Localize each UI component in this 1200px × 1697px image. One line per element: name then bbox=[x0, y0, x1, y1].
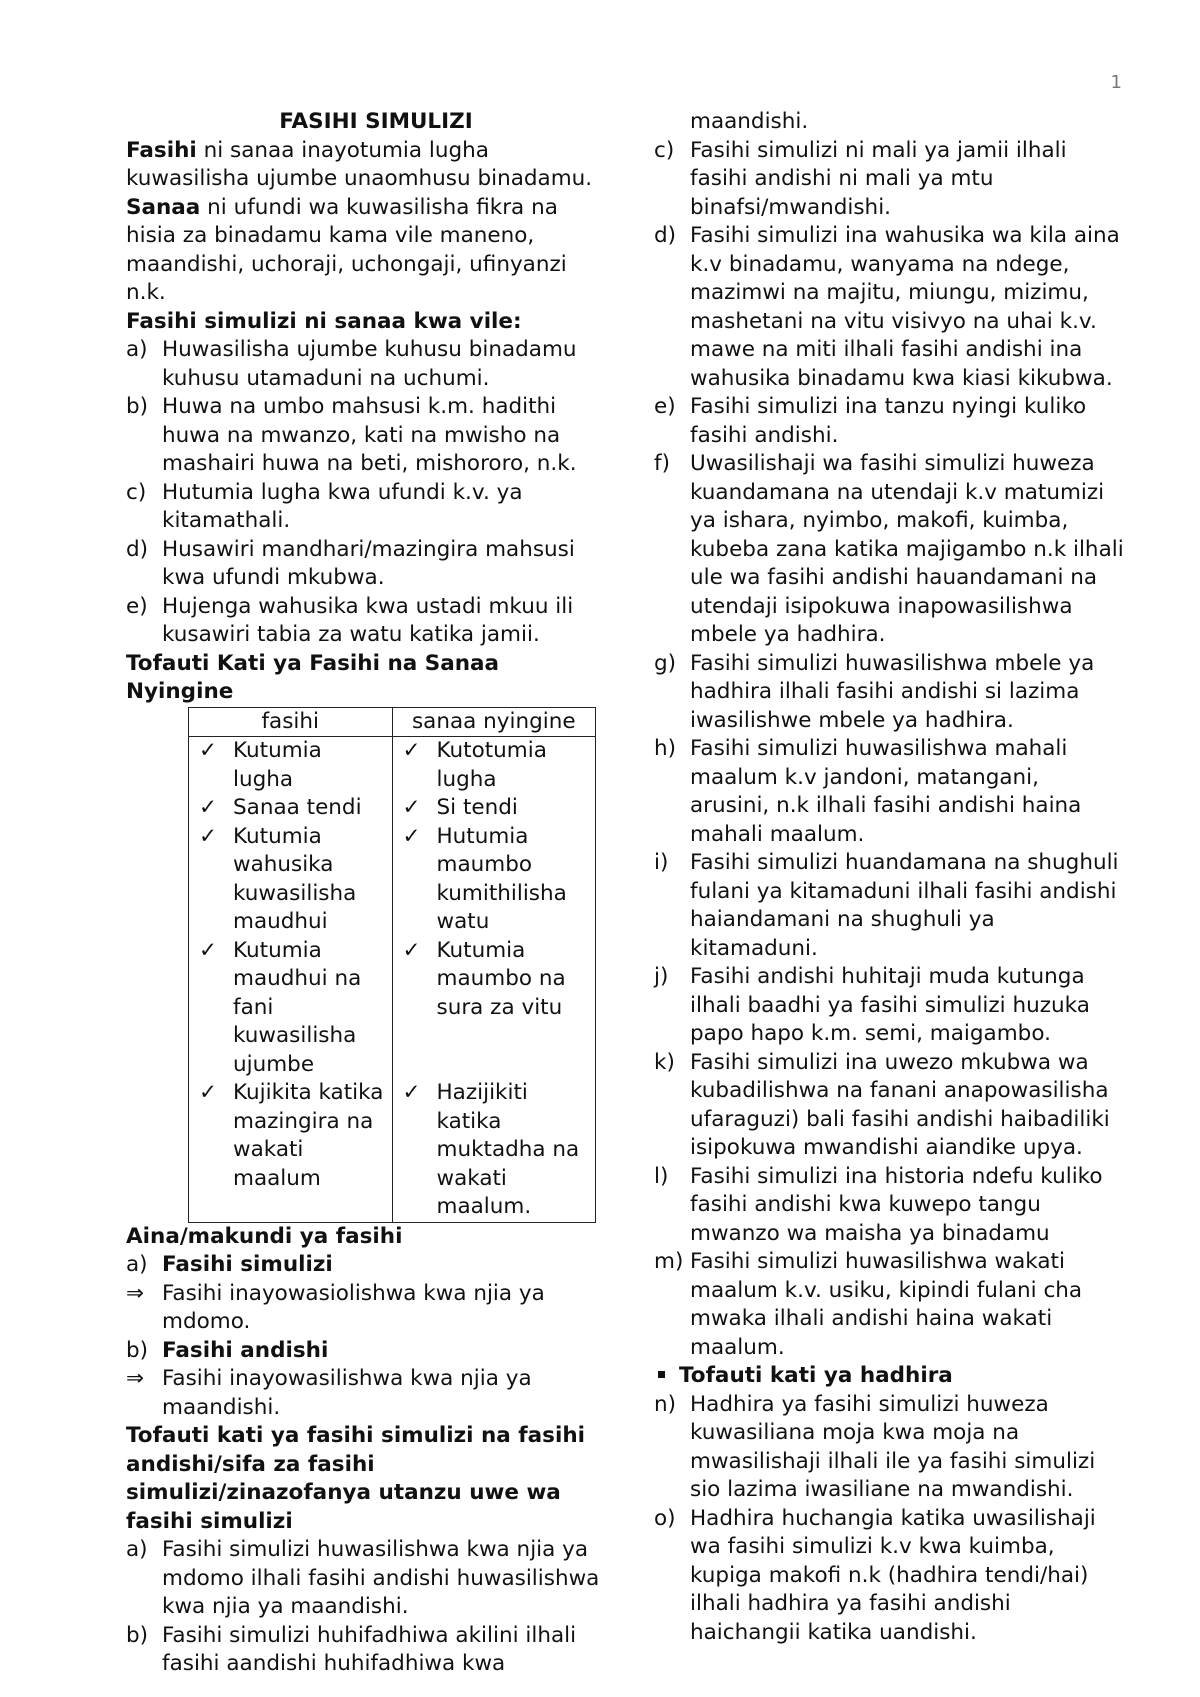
section-heading: Tofauti kati ya fasihi simulizi na fasihi andishi/sifa za fasihi simulizi/zinazofanya utanzu uwe wa fasihi simulizi bbox=[126, 1423, 586, 1534]
square-bullet-icon bbox=[658, 1371, 665, 1378]
list-item bbox=[654, 393, 1124, 450]
list-item bbox=[126, 1536, 606, 1622]
table-cell bbox=[392, 823, 596, 937]
list-marker: j) bbox=[654, 964, 669, 989]
check-icon: ✓ bbox=[402, 795, 421, 820]
list-item-text: Uwasilishaji wa fasihi simulizi huweza kuandamana na utendaji k.v matumizi ya ishara, nyimbo, makofi, kuimba, kubeba zana katika majigambo n.k ilhali ule wa fasihi andishi hauandamani na utendaji isipokuwa inapowasilishwa mbele ya hadhira. bbox=[690, 451, 1124, 647]
list-item bbox=[654, 1163, 1124, 1249]
section-heading: Aina/makundi ya fasihi bbox=[126, 1223, 403, 1249]
list-marker: d) bbox=[126, 536, 149, 562]
list-item bbox=[654, 222, 1124, 393]
check-icon: ✓ bbox=[402, 937, 421, 963]
cell-text: Kutumia maumbo na sura za vitu bbox=[436, 937, 566, 1020]
list-marker: d) bbox=[654, 223, 677, 248]
list-item bbox=[654, 1248, 1124, 1362]
left-column bbox=[126, 108, 606, 1679]
document-title: FASIHI SIMULIZI bbox=[279, 109, 473, 134]
list-item-text: Fasihi simulizi huwasilishwa wakati maalum k.v. usiku, kipindi fulani cha mwaka ilhali andishi haina wakati maalum. bbox=[690, 1249, 1083, 1360]
table-row bbox=[189, 823, 596, 937]
list-item-text: Fasihi simulizi huandamana na shughuli fulani ya kitamaduni ilhali fasihi andishi haiandamani na shughuli ya kitamaduni. bbox=[690, 850, 1119, 961]
list-marker: a) bbox=[126, 1537, 148, 1562]
definition-text: ni ufundi wa kuwasilisha fikra na hisia za binadamu kama vile maneno, maandishi, uchoraji, uchongaji, ufinyanzi n.k. bbox=[126, 194, 567, 305]
list-marker: l) bbox=[654, 1163, 669, 1189]
list-marker: e) bbox=[126, 593, 148, 619]
list-marker: m) bbox=[654, 1249, 684, 1274]
list-item-text: Fasihi inayowasiolishwa kwa njia ya mdomo. bbox=[162, 1280, 545, 1334]
list-item-label: Fasihi andishi bbox=[162, 1337, 329, 1363]
arrow-icon: ⇒ bbox=[126, 1366, 145, 1391]
right-column bbox=[654, 108, 1124, 1647]
check-icon: ✓ bbox=[199, 738, 218, 763]
list-item bbox=[126, 1337, 606, 1366]
section-heading: Tofauti Kati ya Fasihi na Sanaa Nyingine bbox=[126, 650, 500, 704]
list-marker: c) bbox=[126, 479, 147, 505]
list-item-text: Hadhira ya fasihi simulizi huweza kuwasiliana moja kwa moja na mwasilishaji ilhali ile ya fasihi simulizi sio lazima iwasiliane na mwandishi. bbox=[690, 1391, 1096, 1502]
list-item-text: Fasihi simulizi huwasilishwa mahali maalum k.v jandoni, matangani, arusini, n.k ilhali fasihi andishi haina mahali maalum. bbox=[690, 736, 1082, 847]
list-item bbox=[654, 137, 1124, 223]
cell-text: Kutumia maudhui na fani kuwasilisha ujumbe bbox=[233, 937, 362, 1077]
list-item-text: Huwa na umbo mahsusi k.m. hadithi huwa na mwanzo, kati na mwisho na mashairi huwa na beti, mishororo, n.k. bbox=[162, 394, 577, 476]
list-item-text: Hadhira huchangia katika uwasilishaji wa fasihi simulizi k.v kwa kuimba, kupiga makofi n.k (hadhira tendi/hai) ilhali hadhira ya fasihi andishi haichangii katika uandishi. bbox=[690, 1505, 1096, 1645]
list-item-text: Fasihi simulizi ina tanzu nyingi kuliko fasihi andishi. bbox=[690, 394, 1087, 448]
list-marker: a) bbox=[126, 337, 148, 362]
list-item bbox=[126, 336, 606, 393]
page-number: 1 bbox=[1110, 72, 1122, 93]
list-marker: o) bbox=[654, 1505, 676, 1531]
list-marker: h) bbox=[654, 736, 677, 761]
list-item-text: Fasihi andishi huhitaji muda kutunga ilhali baadhi ya fasihi simulizi huzuka papo hapo k.m. semi, maigambo. bbox=[690, 964, 1090, 1046]
table-header: sanaa nyingine bbox=[392, 707, 596, 737]
check-icon: ✓ bbox=[199, 823, 218, 849]
cell-text: Kutotumia lugha bbox=[436, 738, 547, 792]
list-item-text: Fasihi simulizi ni mali ya jamii ilhali fasihi andishi ni mali ya mtu binafsi/mwandishi. bbox=[690, 137, 1067, 220]
list-marker: c) bbox=[654, 137, 675, 163]
section-heading bbox=[654, 1362, 1124, 1391]
list-item bbox=[654, 1049, 1124, 1163]
list-item bbox=[654, 735, 1124, 849]
term-fasihi: Fasihi bbox=[126, 137, 197, 163]
list-item bbox=[654, 963, 1124, 1049]
table-row bbox=[189, 737, 596, 795]
list-item-text: Fasihi simulizi huhifadhiwa akilini ilhali fasihi aandishi huhifadhiwa kwa bbox=[162, 1622, 577, 1676]
list-marker: b) bbox=[126, 394, 149, 419]
check-icon: ✓ bbox=[199, 795, 218, 820]
check-icon: ✓ bbox=[402, 823, 421, 849]
list-item-text: Fasihi inayowasilishwa kwa njia ya maandishi. bbox=[162, 1366, 532, 1420]
cell-text: Kutumia lugha bbox=[233, 738, 322, 792]
list-marker: k) bbox=[654, 1049, 675, 1075]
table-cell bbox=[392, 794, 596, 823]
table-row bbox=[189, 1079, 596, 1222]
list-item bbox=[126, 1280, 606, 1337]
list-item bbox=[654, 1391, 1124, 1505]
list-item-text: Fasihi simulizi ina historia ndefu kuliko fasihi andishi kwa kuwepo tangu mwanzo wa maisha ya binadamu bbox=[690, 1163, 1103, 1246]
table-cell bbox=[189, 794, 393, 823]
table-cell bbox=[189, 937, 393, 1080]
list-item bbox=[654, 849, 1124, 963]
section-heading-text: Tofauti kati ya hadhira bbox=[679, 1363, 953, 1388]
list-item bbox=[126, 479, 606, 536]
cell-text: Hazijikiti katika muktadha na wakati maalum. bbox=[436, 1080, 580, 1219]
definition-fasihi bbox=[126, 137, 606, 194]
cell-text: Hutumia maumbo kumithilisha watu bbox=[436, 823, 567, 934]
list-marker: b) bbox=[126, 1337, 149, 1363]
cell-text: Kutumia wahusika kuwasilisha maudhui bbox=[233, 823, 357, 934]
list-marker: i) bbox=[654, 850, 669, 875]
list-item bbox=[654, 1505, 1124, 1648]
check-icon: ✓ bbox=[402, 738, 421, 763]
list-item bbox=[126, 1251, 606, 1280]
list-item bbox=[654, 650, 1124, 736]
list-item bbox=[654, 450, 1124, 650]
list-item bbox=[126, 1622, 606, 1679]
comparison-table bbox=[188, 707, 596, 1223]
table-cell bbox=[189, 823, 393, 937]
list-marker: b) bbox=[126, 1622, 149, 1648]
list-item-text: Fasihi simulizi huwasilishwa mbele ya hadhira ilhali fasihi andishi si lazima iwasilishwe mbele ya hadhira. bbox=[690, 650, 1095, 733]
list-item-continuation bbox=[654, 108, 1124, 137]
list-item bbox=[126, 593, 606, 650]
list-item-text: Hujenga wahusika kwa ustadi mkuu ili kusawiri tabia za watu katika jamii. bbox=[162, 593, 574, 647]
definition-sanaa bbox=[126, 194, 606, 308]
arrow-icon: ⇒ bbox=[126, 1280, 145, 1306]
cell-text: Sanaa tendi bbox=[233, 795, 362, 820]
list bbox=[126, 336, 606, 650]
cell-text: Kujikita katika mazingira na wakati maalum bbox=[233, 1080, 384, 1191]
table-cell bbox=[392, 937, 596, 1080]
list-marker: a) bbox=[126, 1252, 148, 1277]
table-cell bbox=[189, 737, 393, 795]
list-item bbox=[126, 1365, 606, 1422]
list-item-text: Fasihi simulizi ina wahusika wa kila aina k.v binadamu, wanyama na ndege, mazimwi na majitu, miungu, mizimu, mashetani na vitu visivyo na uhai k.v. mawe na miti ilhali fasihi andishi ina wahusika binadamu kwa kiasi kikubwa. bbox=[690, 223, 1120, 391]
list-item bbox=[126, 536, 606, 593]
check-icon: ✓ bbox=[199, 1080, 218, 1105]
check-icon: ✓ bbox=[199, 937, 218, 963]
list-item bbox=[126, 393, 606, 479]
table-cell bbox=[392, 737, 596, 795]
table-header-row bbox=[189, 707, 596, 737]
section-heading: Fasihi simulizi ni sanaa kwa vile: bbox=[126, 308, 522, 334]
list-marker: f) bbox=[654, 451, 670, 476]
definition-text: ni sanaa inayotumia lugha kuwasilisha ujumbe unaomhusu binadamu. bbox=[126, 137, 593, 191]
list-item-text: Huwasilisha ujumbe kuhusu binadamu kuhusu utamaduni na uchumi. bbox=[162, 337, 577, 391]
cell-text: Si tendi bbox=[436, 795, 518, 820]
table-cell bbox=[392, 1079, 596, 1222]
list-item-text: Fasihi simulizi ina uwezo mkubwa wa kubadilishwa na fanani anapowasilisha ufaraguzi) bali fasihi andishi haibadiliki isipokuwa mwandishi aiandike upya. bbox=[690, 1049, 1110, 1160]
table-row bbox=[189, 937, 596, 1080]
list-item-text: Fasihi simulizi huwasilishwa kwa njia ya mdomo ilhali fasihi andishi huwasilishwa kwa njia ya maandishi. bbox=[162, 1537, 600, 1619]
list-marker: n) bbox=[654, 1391, 677, 1417]
list-marker: e) bbox=[654, 394, 676, 419]
list-marker: g) bbox=[654, 650, 677, 676]
check-icon: ✓ bbox=[402, 1080, 421, 1105]
table-header: fasihi bbox=[189, 707, 393, 737]
table-cell bbox=[189, 1079, 393, 1222]
term-sanaa: Sanaa bbox=[126, 194, 201, 220]
list-item-label: Fasihi simulizi bbox=[162, 1252, 333, 1277]
list-item-text: maandishi. bbox=[690, 109, 809, 134]
list-item-text: Hutumia lugha kwa ufundi k.v. ya kitamathali. bbox=[162, 479, 523, 533]
list-item-text: Husawiri mandhari/mazingira mahsusi kwa ufundi mkubwa. bbox=[162, 536, 575, 590]
table-row bbox=[189, 794, 596, 823]
